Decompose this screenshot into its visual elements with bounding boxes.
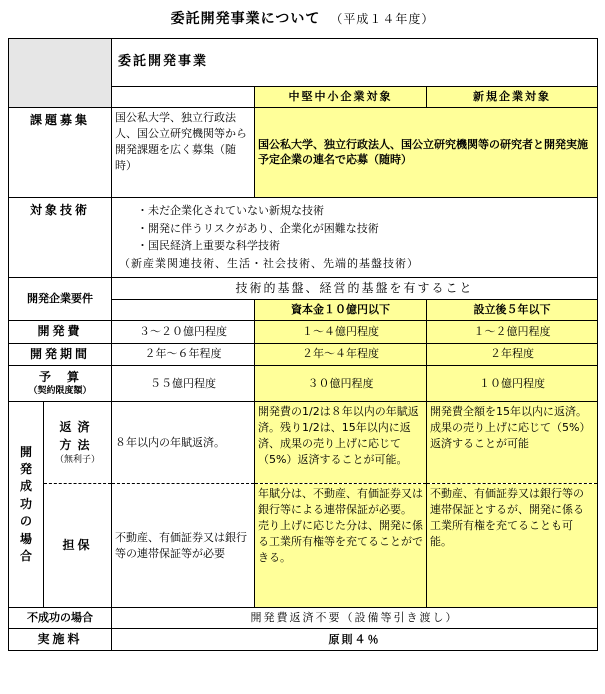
target-tech-item: ・未だ企業化されていない新規な技術 [137,204,324,218]
label-success-vertical [9,402,44,608]
label-dev-cost: 開発費 [9,321,112,343]
row-fee [9,628,598,650]
recruitment-left: 国公私大学、独立行政法人、国公立研究機関等から開発課題を広く募集（随時） [112,107,255,197]
repay-c2: 開発費の1/2は８年以内の年賦返済。残り1/2は、15年以内に返済、成果の売り上げに応じて（5%）返済することが可能。 [255,402,427,484]
target-tech-content [112,197,598,277]
vert-char: 功 [19,496,32,511]
label-failure: 不成功の場合 [9,608,112,629]
label-fee: 実施料 [9,628,112,650]
collateral-c3: 不動産、有価証券又は銀行等の連帯保証とするが、開発に係る工業所有権を充てることも可能。 [427,484,598,608]
header-blank [112,87,255,108]
row-success-collateral [9,484,598,608]
vert-char: 成 [19,479,32,494]
label-dev-period: 開発期間 [9,343,112,365]
recruitment-right: 国公私大学、独立行政法人、国公立研究機関等の研究者と開発実施予定企業の連名で応募（随時） [255,107,598,197]
label-target-tech: 対象技術 [9,197,112,277]
label-collateral: 担保 [44,484,112,608]
title-sub: （平成１４年度） [330,12,435,26]
dev-cost-c1: ３～２０億円程度 [112,321,255,343]
page-title [0,8,605,28]
budget-c2: ３０億円程度 [255,366,427,402]
fee-text: 原則４％ [112,628,598,650]
collateral-c2-b: 売り上げに応じた分は、開発に係る工業所有権等を充てることができる。 [258,518,423,564]
collateral-c2 [255,484,427,608]
budget-c3: １０億円程度 [427,366,598,402]
row-failure [9,608,598,629]
label-budget [9,366,112,402]
dev-cost-c3: １～２億円程度 [427,321,598,343]
label-repay [44,402,112,484]
company-req-blank [112,300,255,321]
row-target-tech [9,197,598,277]
repay-c1: ８年以内の年賦返済。 [112,402,255,484]
repay-sublabel: （無利子） [54,454,100,465]
vert-char: の [19,514,32,529]
row-budget [9,366,598,402]
dev-cost-c2: １～４億円程度 [255,321,427,343]
header-corner [9,39,112,108]
label-recruitment: 課題募集 [9,107,112,197]
collateral-c2-a: 年賦分は、不動産、有価証券又は銀行等による連帯保証が必要。 [258,487,423,516]
vert-char: 場 [19,531,32,546]
row-recruitment [9,107,598,197]
dev-period-c2: ２年～４年程度 [255,343,427,365]
vert-char: 発 [19,462,32,477]
row-dev-cost [9,321,598,343]
repay-c3: 開発費全額を15年以内に返済。成果の売り上げに応じて（5%）返済することが可能 [427,402,598,484]
budget-sublabel: （契約限度額） [28,385,92,396]
row-dev-period [9,343,598,365]
budget-c1: ５５億円程度 [112,366,255,402]
dev-period-c3: ２年程度 [427,343,598,365]
vert-char: 合 [19,549,32,564]
program-table [8,38,598,651]
title-main: 委託開発事業について [170,11,321,27]
header-col-new: 新規企業対象 [427,87,598,108]
row-success-repay [9,402,598,484]
collateral-c1: 不動産、有価証券又は銀行等の連帯保証等が必要 [112,484,255,608]
target-tech-item: ・国民経済上重要な科学技術 [137,239,280,253]
failure-text: 開発費返済不要（設備等引き渡し） [112,608,598,629]
row-company-req [9,277,598,299]
vert-char: 開 [19,444,32,459]
budget-label: 予 算 [38,369,81,384]
header-program: 委託開発事業 [112,39,598,87]
header-col-midsmall: 中堅中小企業対象 [255,87,427,108]
target-tech-note: （新産業関連技術、生活・社会技術、先端的基盤技術） [119,257,419,271]
label-company-req: 開発企業要件 [9,277,112,320]
repay-label: 返済方法 [59,419,96,452]
header-row [9,39,598,87]
dev-period-c1: ２年～６年程度 [112,343,255,365]
company-req-text: 技術的基盤、経営的基盤を有すること [112,277,598,299]
target-tech-item: ・開発に伴うリスクがあり、企業化が困難な技術 [137,221,379,235]
company-req-new: 設立後５年以下 [427,300,598,321]
company-req-midsmall: 資本金１０億円以下 [255,300,427,321]
